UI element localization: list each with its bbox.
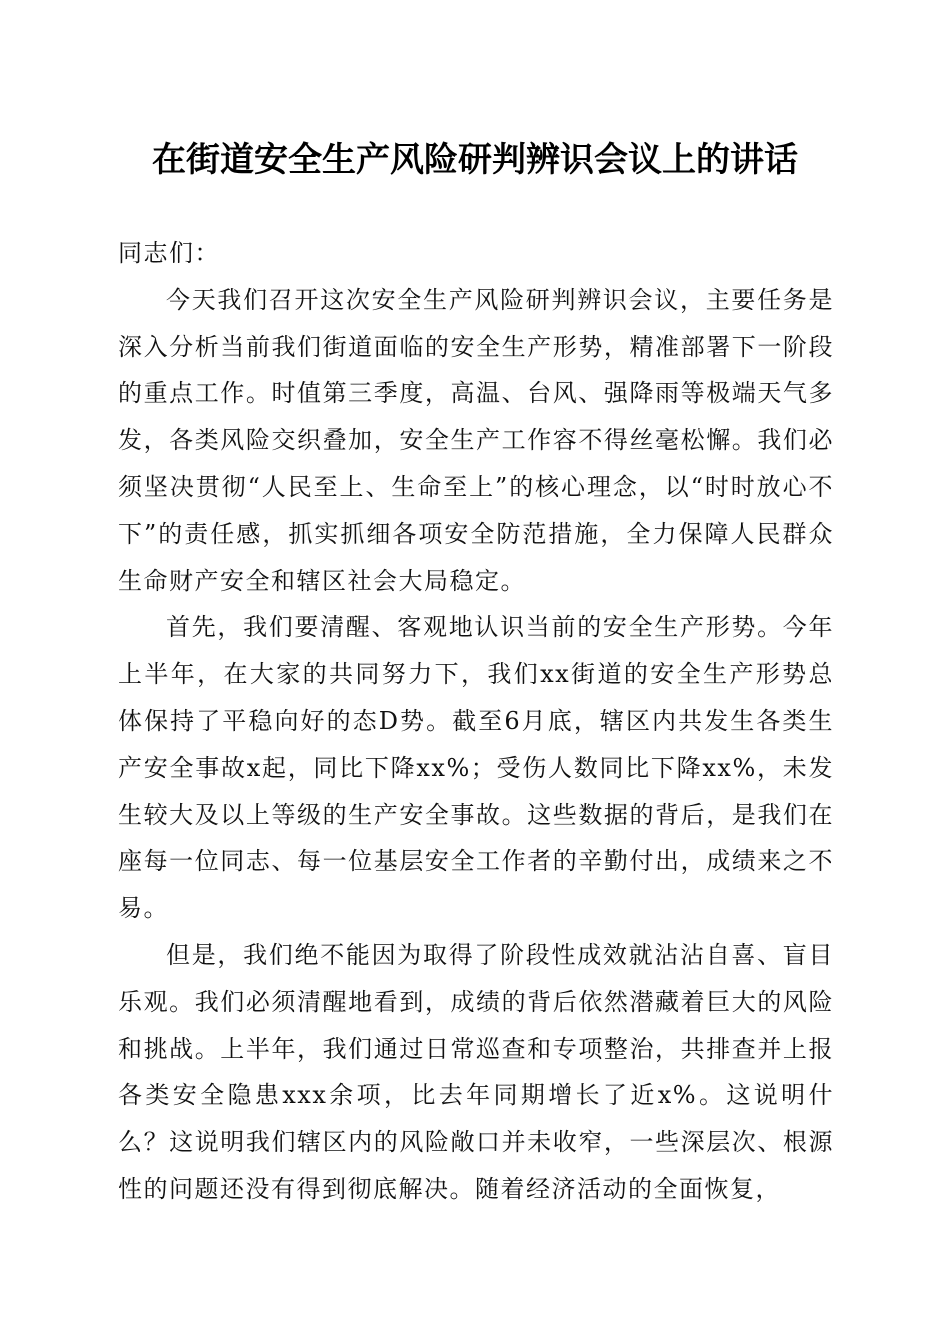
document-title: 在街道安全生产风险研判辨识会议上的讲话 [152,140,798,180]
paragraph-opening: 今天我们召开这次安全生产风险研判辨识会议，主要任务是深入分析当前我们街道面临的安全生产形势，精准部署下一阶段的重点工作。时值第三季度，高温、台风、强降雨等极端天气多发，各类风险交织叠加，安全生产工作容不得丝毫松懈。我们必须坚决贯彻“人民至上、生命至上”的核心理念，以“时时放心不下”的责任感，抓实抓细各项安全防范措施，全力保障人民群众生命财产安全和辖区社会大局稳定。 [118,285,834,595]
paragraph-situation: 首先，我们要清醒、客观地认识当前的安全生产形势。今年上半年，在大家的共同努力下，我们xx街道的安全生产形势总体保持了平稳向好的态D势。截至6月底，辖区内共发生各类生产安全事故x起，同比下降xx%；受伤人数同比下降xx%，未发生较大及以上等级的生产安全事故。这些数据的背后，是我们在座每一位同志、每一位基层安全工作者的辛勤付出，成绩来之不易。 [118,613,834,923]
salutation: 同志们： [118,239,220,267]
document-body [118,230,834,1213]
paragraph-risks: 但是，我们绝不能因为取得了阶段性成效就沾沾自喜、盲目乐观。我们必须清醒地看到，成绩的背后依然潜藏着巨大的风险和挑战。上半年，我们通过日常巡查和专项整治，共排查并上报各类安全隐患xxx余项，比去年同期增长了近x%。这说明什么？这说明我们辖区内的风险敞口并未收窄，一些深层次、根源性的问题还没有得到彻底解决。随着经济活动的全面恢复， [118,940,834,1203]
